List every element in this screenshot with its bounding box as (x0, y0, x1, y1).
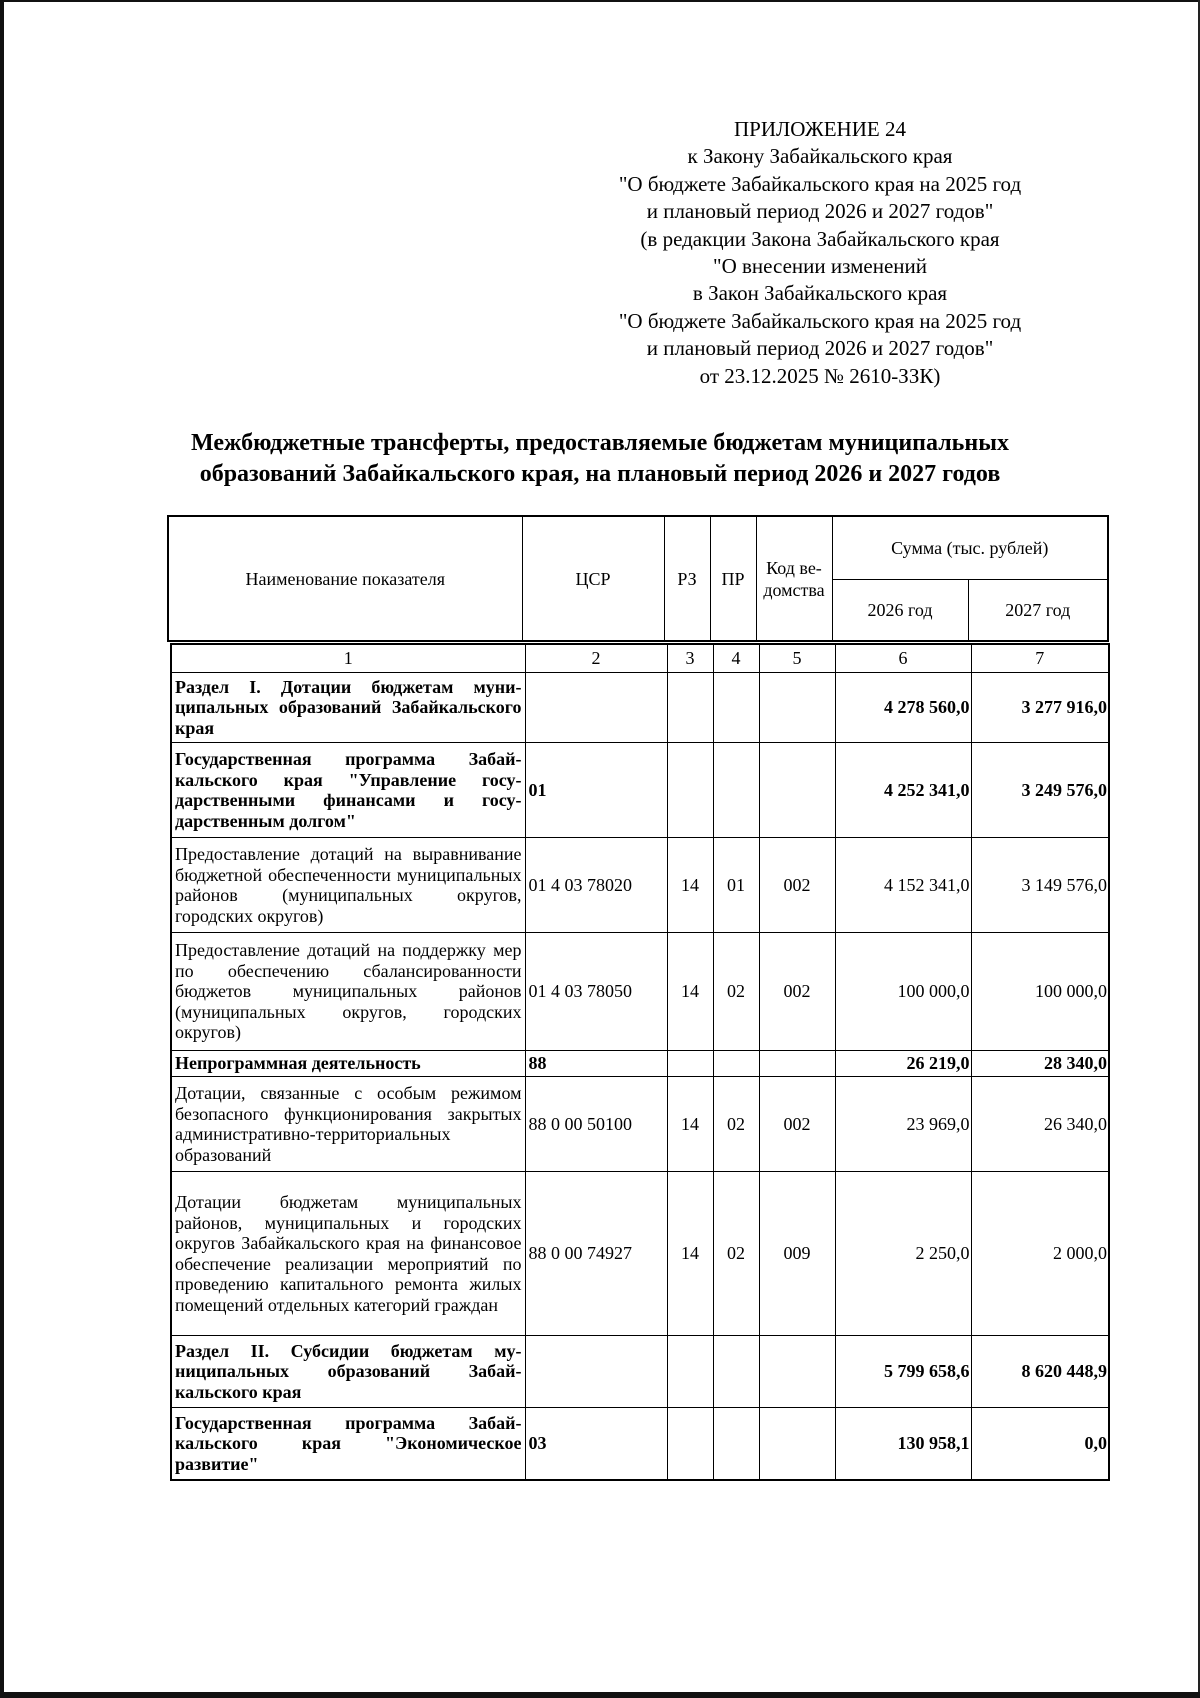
row-sum-2027: 3 249 576,0 (971, 743, 1109, 838)
row-dept: 002 (759, 838, 835, 933)
scan-edge-top (0, 0, 1200, 2)
row-dept (759, 1408, 835, 1480)
row-csr: 01 4 03 78020 (525, 838, 667, 933)
row-sum-2026: 130 958,1 (835, 1408, 971, 1480)
row-dept (759, 1051, 835, 1077)
row-pr: 02 (713, 1077, 759, 1172)
row-dept: 009 (759, 1172, 835, 1336)
row-rz: 14 (667, 1077, 713, 1172)
row-name: Государственная программа Забайкальского края "Экономическое развитие" (171, 1408, 525, 1480)
scan-edge-left (0, 0, 4, 1698)
document-title-line: образований Забайкальского края, на плановый период 2026 и 2027 годов (199, 461, 1001, 487)
row-sum-2026: 2 250,0 (835, 1172, 971, 1336)
row-sum-2027: 0,0 (971, 1408, 1109, 1480)
column-number: 5 (759, 644, 835, 673)
row-rz (667, 1051, 713, 1077)
row-csr: 01 4 03 78050 (525, 933, 667, 1051)
table-row (171, 1077, 1109, 1172)
appendix-line: и плановый период 2026 и 2027 годов" (646, 199, 994, 224)
row-sum-2027: 28 340,0 (971, 1051, 1109, 1077)
header-year-2027: 2027 год (968, 579, 1108, 641)
row-dept (759, 673, 835, 743)
row-sum-2027: 3 149 576,0 (971, 838, 1109, 933)
appendix-line: к Закону Забайкальского края (687, 144, 953, 169)
row-pr: 02 (713, 1172, 759, 1336)
data-table (170, 643, 1110, 1481)
row-sum-2027: 3 277 916,0 (971, 673, 1109, 743)
scan-edge-bottom (0, 1692, 1200, 1698)
document-title-line: Межбюджетные трансферты, предоставляемые бюджетам муниципальных (191, 430, 1009, 456)
row-sum-2026: 5 799 658,6 (835, 1336, 971, 1408)
row-sum-2026: 26 219,0 (835, 1051, 971, 1077)
row-pr: 02 (713, 933, 759, 1051)
table-header (167, 515, 1109, 642)
column-number: 4 (713, 644, 759, 673)
row-pr (713, 1336, 759, 1408)
row-name: Предоставление дотаций на поддержку мер по обеспечению сбалансированности бюджетов муниципальных районов (муниципальных округов, городских округов) (171, 933, 525, 1051)
row-sum-2026: 100 000,0 (835, 933, 971, 1051)
row-pr (713, 673, 759, 743)
row-sum-2027: 2 000,0 (971, 1172, 1109, 1336)
row-csr (525, 1336, 667, 1408)
row-name: Дотации, связанные с особым режимом безопасного функционирования закрытых административно-территориальных образований (171, 1077, 525, 1172)
appendix-line: в Закон Забайкальского края (692, 281, 948, 306)
table-row (171, 1408, 1109, 1480)
row-sum-2026: 4 152 341,0 (835, 838, 971, 933)
row-csr: 88 (525, 1051, 667, 1077)
row-name: Дотации бюджетам муниципальных районов, муниципальных и городских округов Забайкальского края на финансовое обеспечение реализации мероприятий по проведению капитального ремонта жилых помещений отдельных категорий граждан (171, 1172, 525, 1336)
appendix-line: (в редакции Закона Забайкальского края (640, 226, 1000, 251)
row-rz (667, 743, 713, 838)
header-rz: РЗ (664, 516, 710, 641)
row-name: Непрограммная деятельность (171, 1051, 525, 1077)
row-rz: 14 (667, 933, 713, 1051)
document-title (150, 428, 1050, 490)
row-rz (667, 1408, 713, 1480)
row-csr: 03 (525, 1408, 667, 1480)
table-row (171, 1051, 1109, 1077)
table-row (171, 933, 1109, 1051)
row-dept: 002 (759, 1077, 835, 1172)
row-csr: 88 0 00 74927 (525, 1172, 667, 1336)
row-dept (759, 743, 835, 838)
row-sum-2027: 26 340,0 (971, 1077, 1109, 1172)
appendix-line: "О бюджете Забайкальского края на 2025 год (618, 308, 1022, 333)
row-sum-2027: 8 620 448,9 (971, 1336, 1109, 1408)
row-dept: 002 (759, 933, 835, 1051)
row-dept (759, 1336, 835, 1408)
appendix-header (560, 116, 1080, 390)
row-pr (713, 1408, 759, 1480)
row-rz: 14 (667, 838, 713, 933)
row-name: Раздел II. Субсидии бюджетам муниципальных образований Забайкальского края (171, 1336, 525, 1408)
appendix-line: и плановый период 2026 и 2027 годов" (646, 336, 994, 361)
row-sum-2026: 23 969,0 (835, 1077, 971, 1172)
header-dept-code: Код ве- домства (756, 516, 832, 641)
column-number-row (171, 644, 1109, 673)
row-csr: 01 (525, 743, 667, 838)
row-rz (667, 1336, 713, 1408)
row-name: Предоставление дотаций на выравнивание бюджетной обеспеченности муниципальных районов (муниципальных округов, городских округов) (171, 838, 525, 933)
table-row (171, 1172, 1109, 1336)
header-pr: ПР (710, 516, 756, 641)
row-pr: 01 (713, 838, 759, 933)
appendix-line: от 23.12.2025 № 2610-ЗЗК) (699, 363, 941, 388)
column-number: 6 (835, 644, 971, 673)
row-name: Раздел I. Дотации бюджетам муниципальных образований Забайкальского края (171, 673, 525, 743)
header-year-2026: 2026 год (832, 579, 968, 641)
row-csr (525, 673, 667, 743)
header-csr: ЦСР (522, 516, 664, 641)
appendix-line: "О бюджете Забайкальского края на 2025 год (618, 171, 1022, 196)
table-row (171, 743, 1109, 838)
table-row (171, 838, 1109, 933)
row-rz (667, 673, 713, 743)
header-sum: Сумма (тыс. рублей) (832, 516, 1108, 579)
column-number: 7 (971, 644, 1109, 673)
appendix-line: "О внесении изменений (713, 254, 927, 279)
column-number: 2 (525, 644, 667, 673)
row-rz: 14 (667, 1172, 713, 1336)
row-sum-2026: 4 252 341,0 (835, 743, 971, 838)
row-pr (713, 1051, 759, 1077)
row-name: Государственная программа Забайкальского края "Управление государственными финансами и государственным долгом" (171, 743, 525, 838)
row-sum-2026: 4 278 560,0 (835, 673, 971, 743)
table-row (171, 673, 1109, 743)
header-name: Наименование показателя (168, 516, 522, 641)
appendix-line: ПРИЛОЖЕНИЕ 24 (734, 117, 906, 141)
row-sum-2027: 100 000,0 (971, 933, 1109, 1051)
row-pr (713, 743, 759, 838)
column-number: 3 (667, 644, 713, 673)
column-number: 1 (171, 644, 525, 673)
table-row (171, 1336, 1109, 1408)
row-csr: 88 0 00 50100 (525, 1077, 667, 1172)
